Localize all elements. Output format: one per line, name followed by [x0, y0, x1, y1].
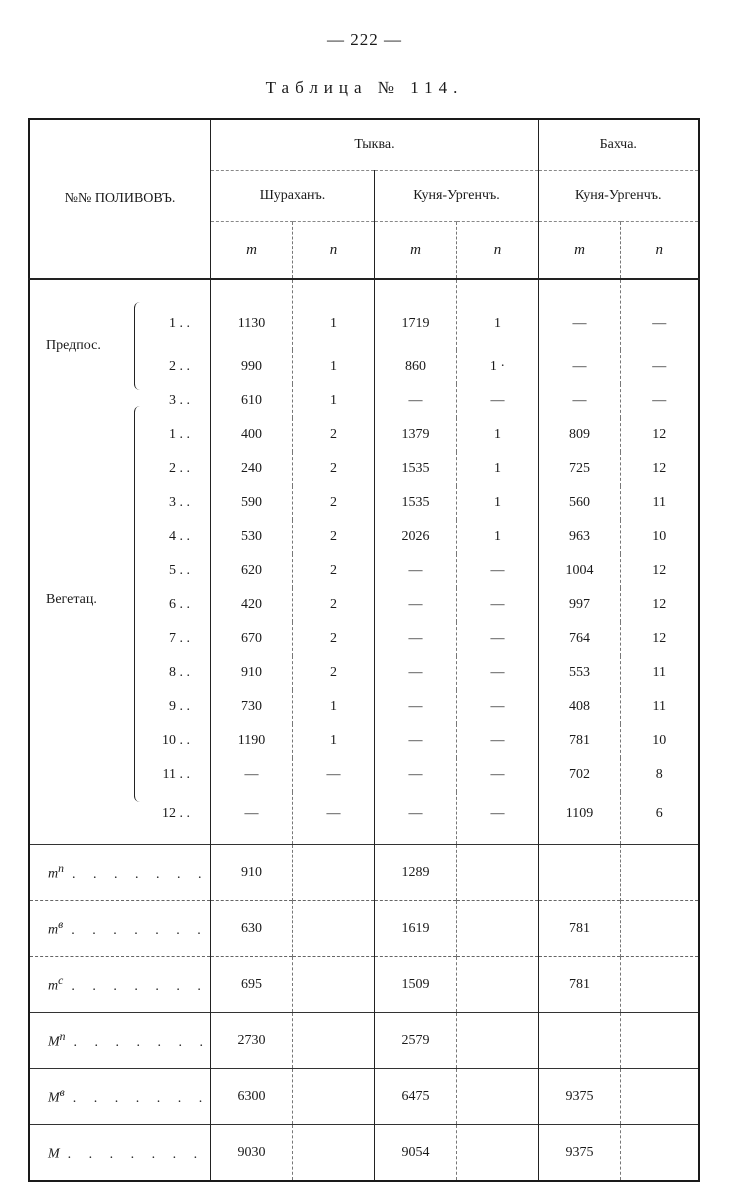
summary-cell: 1619 — [375, 901, 457, 957]
table-cell: 1004 — [539, 554, 621, 588]
table-cell: 2 — [293, 622, 375, 656]
summary-empty-cell — [621, 1013, 699, 1069]
summary-empty-cell — [621, 1125, 699, 1182]
table-body — [29, 279, 699, 845]
table-cell: 1 — [293, 690, 375, 724]
row-index: 1 . . — [169, 316, 190, 331]
summary-leader-dots: . . . . . . . — [67, 1146, 205, 1162]
row-index: 8 . . — [169, 665, 190, 680]
summary-symbol: m — [48, 922, 59, 938]
table-cell: 1 — [457, 520, 539, 554]
brace-vegetac — [134, 406, 142, 802]
table-row — [29, 418, 699, 452]
summary-cell: 1289 — [375, 845, 457, 901]
summary-cell: 781 — [539, 957, 621, 1013]
table-cell: — — [457, 724, 539, 758]
table-cell: 725 — [539, 452, 621, 486]
table-cell: — — [211, 758, 293, 792]
summary-empty-cell — [457, 901, 539, 957]
table-cell: — — [211, 792, 293, 845]
summary-empty-cell — [293, 1013, 375, 1069]
table-row — [29, 588, 699, 622]
table-cell: — — [457, 384, 539, 418]
table-row — [29, 350, 699, 384]
table-row — [29, 622, 699, 656]
table-cell: 620 — [211, 554, 293, 588]
table-cell: — — [457, 792, 539, 845]
summary-cell — [539, 1013, 621, 1069]
summary-label — [29, 845, 211, 901]
table-cell: 12 — [621, 452, 699, 486]
summary-label — [29, 957, 211, 1013]
table-cell: 1 — [293, 350, 375, 384]
table-cell: — — [375, 724, 457, 758]
table-cell: 610 — [211, 384, 293, 418]
summary-row — [29, 901, 699, 957]
group-label-predpos: Предпос. — [46, 338, 101, 353]
summary-label — [29, 1013, 211, 1069]
summary-leader-dots: . . . . . . . — [71, 922, 208, 938]
table-cell: 2 — [293, 520, 375, 554]
summary-cell: 9054 — [375, 1125, 457, 1182]
table-cell: — — [375, 758, 457, 792]
table-cell: — — [457, 554, 539, 588]
table-cell: 10 — [621, 724, 699, 758]
header-m: m — [375, 222, 457, 280]
page-number: — 222 — — [327, 30, 402, 49]
summary-symbol: m — [48, 866, 59, 882]
summary-cell: 9030 — [211, 1125, 293, 1182]
table-cell: 997 — [539, 588, 621, 622]
table-row — [29, 724, 699, 758]
group-label-vegetac: Вегетац. — [46, 592, 97, 607]
table-cell: 11 — [621, 690, 699, 724]
table-cell: 560 — [539, 486, 621, 520]
table-cell: 1 — [457, 486, 539, 520]
header-rowlabel: №№ ПОЛИВОВЪ. — [29, 119, 211, 279]
row-index: 2 . . — [169, 359, 190, 374]
header-m: m — [211, 222, 293, 280]
table-cell: 1 — [293, 279, 375, 350]
table-row — [29, 554, 699, 588]
table-cell: 2 — [293, 554, 375, 588]
row-index: 10 . . — [162, 733, 190, 748]
table-cell: — — [539, 350, 621, 384]
header-bakhcha: Бахча. — [539, 119, 699, 171]
table-cell: 1 — [293, 724, 375, 758]
summary-empty-cell — [293, 901, 375, 957]
table-row — [29, 452, 699, 486]
table-cell: 781 — [539, 724, 621, 758]
row-index: 4 . . — [169, 529, 190, 544]
table-cell: 963 — [539, 520, 621, 554]
table-cell: 2 — [293, 486, 375, 520]
summary-label — [29, 901, 211, 957]
summary-symbol: M — [48, 1090, 60, 1106]
summary-cell: 781 — [539, 901, 621, 957]
summary-symbol-index: в — [58, 918, 64, 932]
table-cell: 12 — [621, 588, 699, 622]
row-index: 3 . . — [169, 393, 190, 408]
summary-empty-cell — [293, 1069, 375, 1125]
summary-empty-cell — [457, 1125, 539, 1182]
table-cell: — — [375, 656, 457, 690]
summary-leader-dots: . . . . . . . — [71, 866, 209, 882]
table-cell: — — [457, 622, 539, 656]
table-cell: 553 — [539, 656, 621, 690]
summary-cell: 910 — [211, 845, 293, 901]
table-row — [29, 520, 699, 554]
table-cell: — — [539, 279, 621, 350]
irrigation-table — [28, 118, 700, 1182]
row-index: 9 . . — [169, 699, 190, 714]
table-cell: 1535 — [375, 486, 457, 520]
header-tykva: Тыква. — [211, 119, 539, 171]
summary-empty-cell — [457, 1069, 539, 1125]
row-index: 5 . . — [169, 563, 190, 578]
summary-row — [29, 957, 699, 1013]
summary-row — [29, 1125, 699, 1182]
table-cell: — — [621, 384, 699, 418]
table-cell: 809 — [539, 418, 621, 452]
table-row — [29, 279, 699, 350]
summary-cell — [539, 845, 621, 901]
table-cell: — — [457, 690, 539, 724]
table-cell: 1190 — [211, 724, 293, 758]
table-cell: 860 — [375, 350, 457, 384]
table-cell: 12 — [621, 554, 699, 588]
table-cell: 2 — [293, 656, 375, 690]
summary-cell: 2730 — [211, 1013, 293, 1069]
summary-symbol: m — [48, 978, 59, 994]
table-row — [29, 486, 699, 520]
table-cell: 1 — [457, 279, 539, 350]
table-cell: — — [375, 792, 457, 845]
table-cell: 730 — [211, 690, 293, 724]
summary-empty-cell — [621, 1069, 699, 1125]
row-index: 7 . . — [169, 631, 190, 646]
table-cell: 1 — [293, 384, 375, 418]
summary-empty-cell — [293, 845, 375, 901]
table-cell: 1719 — [375, 279, 457, 350]
table-cell: 2 — [293, 452, 375, 486]
table-cell: 400 — [211, 418, 293, 452]
row-index: 11 . . — [162, 767, 190, 782]
table-cell: — — [375, 588, 457, 622]
table-cell: 1109 — [539, 792, 621, 845]
summary-empty-cell — [457, 1013, 539, 1069]
summary-cell: 6475 — [375, 1069, 457, 1125]
table-cell: — — [375, 690, 457, 724]
table-row — [29, 792, 699, 845]
table-row — [29, 384, 699, 418]
summary-leader-dots: . . . . . . . — [72, 1090, 210, 1106]
table-cell: 6 — [621, 792, 699, 845]
table-cell: 2 — [293, 588, 375, 622]
summary-empty-cell — [293, 957, 375, 1013]
summary-row — [29, 845, 699, 901]
table-cell: 990 — [211, 350, 293, 384]
table-cell: — — [375, 554, 457, 588]
summary-symbol-index: в — [59, 1086, 65, 1100]
summary-empty-cell — [293, 1125, 375, 1182]
summary-row — [29, 1069, 699, 1125]
table-cell: — — [375, 384, 457, 418]
table-cell: — — [539, 384, 621, 418]
summary-row — [29, 1013, 699, 1069]
table-cell: — — [621, 350, 699, 384]
summary-cell: 630 — [211, 901, 293, 957]
summary-symbol: M — [48, 1146, 60, 1162]
summary-leader-dots: . . . . . . . — [71, 978, 208, 994]
summary-empty-cell — [621, 901, 699, 957]
summary-leader-dots: . . . . . . . — [73, 1034, 210, 1050]
table-cell: 420 — [211, 588, 293, 622]
summary-cell: 6300 — [211, 1069, 293, 1125]
table-cell: 1 · — [457, 350, 539, 384]
summary-empty-cell — [621, 845, 699, 901]
summary-label — [29, 1069, 211, 1125]
row-index: 12 . . — [162, 806, 190, 821]
table-cell: 12 — [621, 418, 699, 452]
summary-symbol-index: п — [59, 1030, 66, 1044]
table-cell: 1535 — [375, 452, 457, 486]
table-cell: — — [457, 758, 539, 792]
header-n: n — [293, 222, 375, 280]
table-row — [29, 758, 699, 792]
summary-cell: 2579 — [375, 1013, 457, 1069]
header-n: n — [621, 222, 699, 280]
summary-symbol: M — [48, 1034, 60, 1050]
summary-symbol-index: п — [58, 862, 64, 876]
table-row — [29, 690, 699, 724]
summary-cell: 695 — [211, 957, 293, 1013]
header-shurakhan: Шураханъ. — [211, 171, 375, 222]
table-cell: — — [293, 758, 375, 792]
table-cell: — — [375, 622, 457, 656]
table-cell: 1 — [457, 418, 539, 452]
table-summary — [29, 845, 699, 1182]
header-kunya-2: Куня-Ургенчъ. — [539, 171, 699, 222]
table-cell: 2026 — [375, 520, 457, 554]
table-title: Таблица № 114. — [265, 78, 464, 97]
summary-cell: 1509 — [375, 957, 457, 1013]
header-n: n — [457, 222, 539, 280]
table-cell: 11 — [621, 656, 699, 690]
table-cell: 1130 — [211, 279, 293, 350]
summary-empty-cell — [457, 957, 539, 1013]
table-cell: 2 — [293, 418, 375, 452]
header-kunya-1: Куня-Ургенчъ. — [375, 171, 539, 222]
table-cell: 910 — [211, 656, 293, 690]
table-cell: 670 — [211, 622, 293, 656]
table-cell: 8 — [621, 758, 699, 792]
table-cell: 11 — [621, 486, 699, 520]
summary-empty-cell — [621, 957, 699, 1013]
brace-predpos — [134, 302, 142, 390]
row-index: 3 . . — [169, 495, 190, 510]
table-cell: 530 — [211, 520, 293, 554]
summary-label — [29, 1125, 211, 1182]
summary-cell: 9375 — [539, 1069, 621, 1125]
table-cell: 1 — [457, 452, 539, 486]
table-cell: 764 — [539, 622, 621, 656]
header-m: m — [539, 222, 621, 280]
table-cell: — — [621, 279, 699, 350]
table-cell: 12 — [621, 622, 699, 656]
table-cell: 590 — [211, 486, 293, 520]
table-row — [29, 656, 699, 690]
row-index: 6 . . — [169, 597, 190, 612]
summary-empty-cell — [457, 845, 539, 901]
table-cell: 408 — [539, 690, 621, 724]
table-header — [29, 119, 699, 279]
table-cell: 702 — [539, 758, 621, 792]
summary-cell: 9375 — [539, 1125, 621, 1182]
row-index: 2 . . — [169, 461, 190, 476]
summary-symbol-index: c — [58, 974, 64, 988]
table-cell: — — [457, 588, 539, 622]
table-cell: — — [457, 656, 539, 690]
row-index: 1 . . — [169, 427, 190, 442]
table-cell: — — [293, 792, 375, 845]
table-cell: 1379 — [375, 418, 457, 452]
table-cell: 240 — [211, 452, 293, 486]
table-cell: 10 — [621, 520, 699, 554]
